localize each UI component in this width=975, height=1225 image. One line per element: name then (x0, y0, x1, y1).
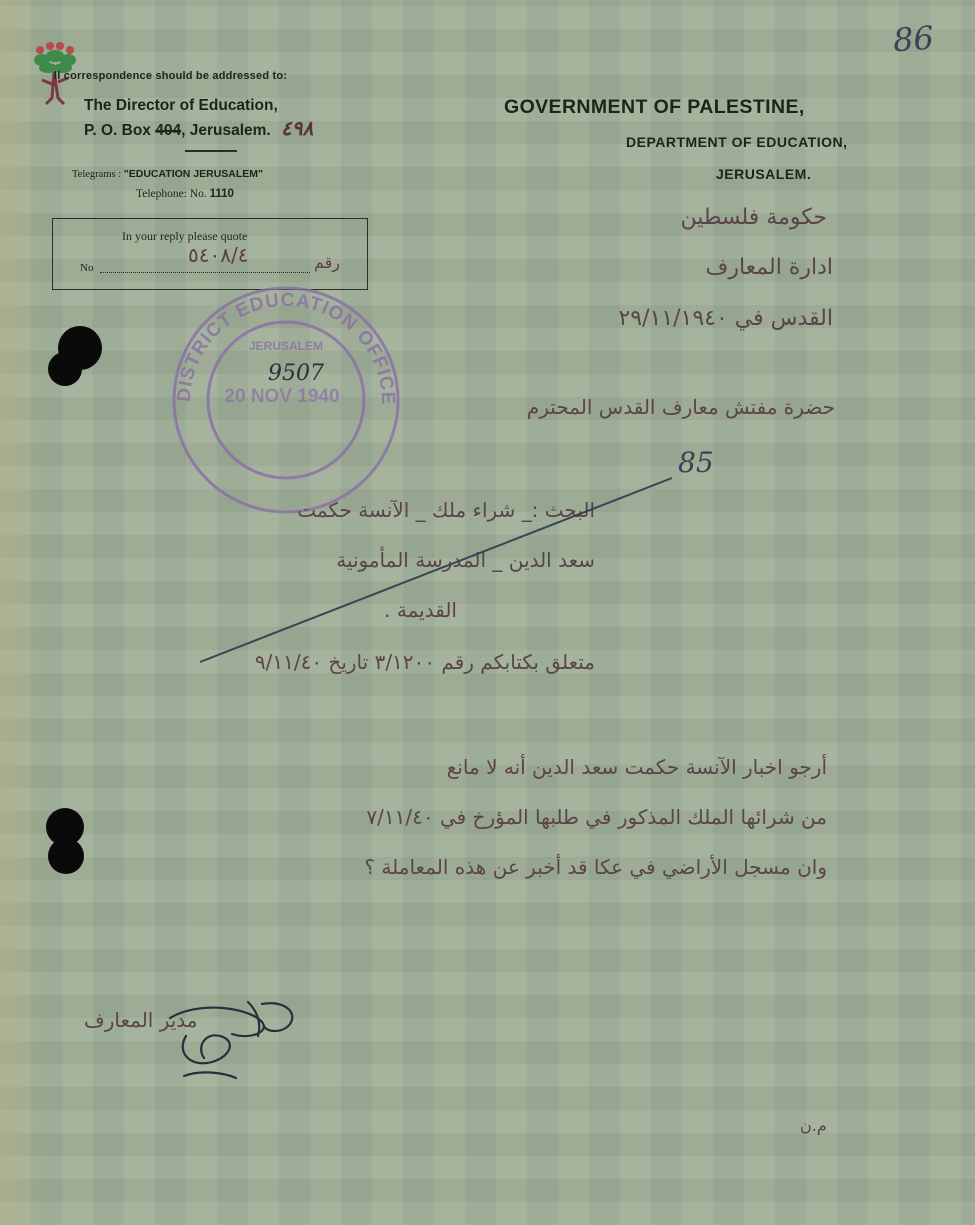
stamp-date: 20 NOV 1940 (224, 386, 340, 407)
arabic-department: ادارة المعارف (705, 255, 833, 280)
po-box-handwritten-number: ٤٩٨ (281, 116, 314, 140)
department-title: DEPARTMENT OF EDUCATION, (626, 134, 848, 150)
handwritten-signature (170, 1002, 292, 1078)
addressee-line: The Director of Education, (84, 97, 278, 114)
reference-line: متعلق بكتابكم رقم ٣/١٢٠٠ تاريخ ٩/١١/٤٠ (254, 650, 595, 674)
pencil-strike-line (200, 478, 672, 662)
po-box-prefix: P. O. Box (84, 122, 151, 139)
arabic-date-line: القدس في ٢٩/١١/١٩٤٠ (618, 306, 833, 331)
arabic-government: حكومة فلسطين (680, 205, 827, 230)
signature-title: مدير المعارف (84, 1008, 198, 1032)
government-title: GOVERNMENT OF PALESTINE, (504, 96, 805, 118)
telegrams-label: Telegrams : (72, 169, 122, 180)
stamp-city: JERUSALEM (248, 339, 324, 353)
body-line-1: أرجو اخبار الآنسة حكمت سعد الدين أنه لا مانع (446, 755, 827, 779)
telephone-value: 1110 (209, 188, 234, 200)
body-line-2: من شرائها الملك المذكور في طلبها المؤرخ في ٧/١١/٤٠ (366, 805, 827, 829)
po-box-city: , Jerusalem. (181, 122, 271, 139)
city-title: JERUSALEM. (716, 166, 812, 182)
reference-number: ٥٤٠٨/٤ (188, 243, 249, 267)
page-number: 86 (891, 18, 935, 60)
reference-label-arabic: رقم (314, 253, 341, 272)
stamp-arc-text: DISTRICT EDUCATION OFFICE (173, 289, 399, 406)
stamp-handwritten-number: 9507 (268, 361, 324, 386)
subject-line-2: سعد الدين _ المدرسة المأمونية (336, 548, 595, 572)
reply-note: In your reply please quote (122, 229, 248, 243)
correspondence-note: ll correspondence should be addressed to: (54, 70, 288, 82)
telephone-label: Telephone: No. (136, 188, 207, 200)
po-box-struck-number: 404 (155, 122, 182, 139)
footer-initials: م.ن (800, 1116, 827, 1135)
marginal-number: 85 (678, 446, 714, 479)
body-line-3: وان مسجل الأراضي في عكا قد أخبر عن هذه المعاملة ؟ (364, 855, 827, 879)
subject-line-3: القديمة . (384, 598, 457, 622)
letter-addressee: حضرة مفتش معارف القدس المحترم (526, 395, 835, 419)
reference-no-label: No (80, 262, 94, 274)
telegrams-value: "EDUCATION JERUSALEM" (123, 168, 264, 180)
subject-line-1: البحث :_ شراء ملك _ الآنسة حكمت (297, 498, 595, 522)
